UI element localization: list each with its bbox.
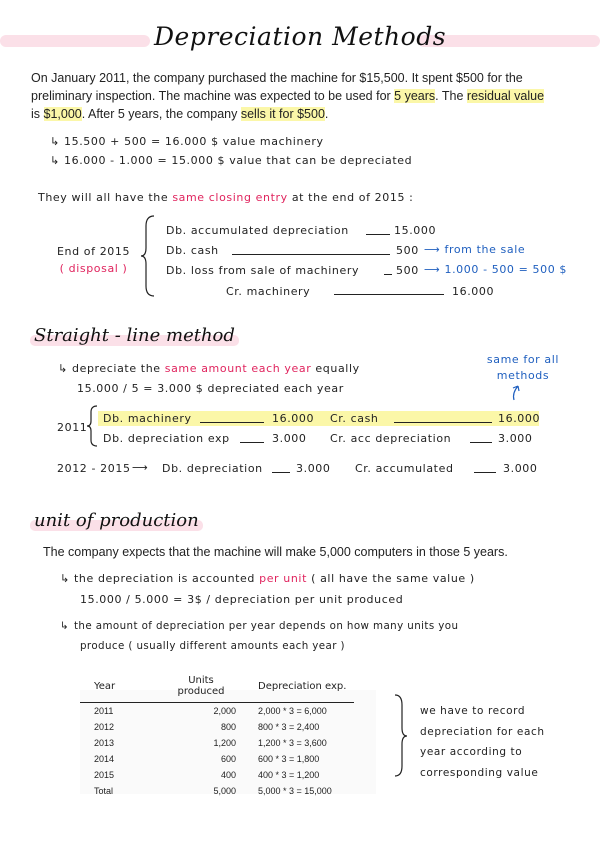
closing-label-2: ( disposal )	[59, 262, 128, 275]
brace-table-note	[394, 694, 408, 778]
uop-bullet-1b: ( all have the same value )	[307, 572, 475, 585]
table-note-line: depreciation for each	[420, 725, 545, 738]
closing-entry-3: Db. loss from sale of machinery	[166, 264, 360, 277]
table-row-total	[80, 783, 354, 799]
row3-debit-line	[272, 472, 290, 473]
row3-debit-value: 3.000	[296, 462, 331, 475]
closing-entry-1-line	[366, 234, 390, 235]
straight-bullet-1-pink: same amount each year	[164, 362, 312, 375]
table-cell-units: 600	[220, 754, 236, 764]
hook-arrow-icon: ↳	[50, 135, 60, 148]
closing-entry-1: Db. accumulated depreciation	[166, 224, 349, 237]
table-row	[80, 719, 354, 735]
row3-credit: Cr. accumulated	[355, 462, 454, 475]
hook-arrow-icon: ↳	[60, 620, 70, 632]
page-title: Depreciation Methods	[153, 22, 447, 51]
calc-line-2-text: 16.000 - 1.000 = 15.000 $ value that can be depreciated	[64, 154, 413, 167]
table-cell-year: 2014	[94, 754, 115, 764]
table-cell-year: Total	[94, 786, 114, 796]
uop-heading-text: unit of production	[34, 510, 199, 531]
calc-line-1-text: 15.500 + 500 = 16.000 $ value machinery	[64, 135, 324, 148]
row3-credit-value: 3.000	[503, 462, 538, 475]
intro-years: 5 years	[394, 89, 436, 103]
row3-credit-line	[474, 472, 496, 473]
table-cell-units: 800	[220, 722, 236, 732]
closing-entry-4: Cr. machinery	[226, 285, 311, 298]
hook-arrow-icon: ↳	[60, 572, 70, 585]
table-cell-year: 2013	[94, 738, 115, 748]
intro-paragraph	[31, 69, 571, 123]
uop-bullet-2-line2: produce ( usually different amounts each year )	[80, 640, 345, 652]
closing-label-1: End of 2015	[57, 245, 131, 258]
table-header-depreciation: Depreciation exp.	[242, 672, 354, 703]
row2-debit-value: 3.000	[272, 432, 307, 445]
table-cell-depreciation: 5,000 * 3 = 15,000	[258, 786, 332, 796]
row1-debit-line	[200, 422, 264, 423]
row1-debit: Db. machinery	[103, 412, 192, 425]
straight-line-heading-text: Straight - line method	[34, 325, 235, 346]
closing-entry-3-line	[384, 274, 392, 275]
straight-bullet-1b: equally	[311, 362, 360, 375]
table-row	[80, 735, 354, 751]
table-cell-depreciation: 1,200 * 3 = 3,600	[258, 738, 327, 748]
closing-entry-3-note-text: 1.000 - 500 = 500 $	[444, 263, 568, 276]
table-cell-depreciation: 2,000 * 3 = 6,000	[258, 706, 327, 716]
calc-line-1	[50, 135, 324, 148]
table-cell-units: 5,000	[213, 786, 236, 796]
table-cell-year: 2011	[94, 706, 114, 716]
table-note-line: corresponding value	[420, 766, 539, 779]
row2-debit-line	[240, 442, 264, 443]
table-cell-depreciation: 800 * 3 = 2,400	[258, 722, 320, 732]
arrow-right-icon: ⟶	[424, 243, 441, 256]
table-cell-units: 2,000	[213, 706, 236, 716]
intro-text-3: is	[31, 107, 44, 121]
uop-bullet-1	[60, 572, 475, 585]
hook-arrow-icon: ↳	[50, 154, 60, 167]
row1-debit-value: 16.000	[272, 412, 315, 425]
row3-debit: Db. depreciation	[162, 462, 263, 475]
closing-entry-2: Db. cash	[166, 244, 219, 257]
straight-bullet-1	[58, 362, 360, 375]
intro-text-4: . After 5 years, the company	[81, 107, 241, 121]
closing-lead-2: at the end of 2015 :	[287, 191, 414, 204]
row1-credit: Cr. cash	[330, 412, 379, 425]
row1-credit-line	[394, 422, 492, 423]
table-row	[80, 703, 354, 720]
intro-text-1: On January 2011, the company purchased the machine for $15,500. It spent $500 for the preliminary inspection. The machine was expected to be used for	[31, 71, 523, 103]
uop-intro: The company expects that the machine will make 5,000 computers in those 5 years.	[43, 545, 508, 559]
table-header-units: Units produced	[160, 672, 242, 703]
brace-closing	[140, 214, 156, 298]
closing-entry-4-value: 16.000	[452, 285, 495, 298]
closing-entry-1-value: 15.000	[394, 224, 437, 237]
table-note-line: we have to record	[420, 705, 526, 717]
row2-debit: Db. depreciation exp	[103, 432, 230, 445]
closing-label	[57, 245, 130, 275]
calc-line-2	[50, 154, 412, 167]
closing-entry-2-note	[424, 243, 525, 256]
straight-bullet-1a: depreciate the	[72, 362, 165, 375]
closing-entry-3-note	[424, 263, 567, 276]
table-cell-depreciation: 600 * 3 = 1,800	[258, 754, 320, 764]
closing-lead-1: They will all have the	[38, 191, 173, 204]
row2-credit: Cr. acc depreciation	[330, 432, 452, 445]
intro-residual: residual value	[466, 89, 545, 103]
uop-bullet-1-pink: per unit	[259, 572, 307, 585]
uop-bullet-1a: the depreciation is accounted	[74, 572, 260, 585]
table-note	[420, 701, 545, 783]
closing-entry-3-value: 500	[396, 264, 419, 277]
closing-entry-2-line	[232, 254, 390, 255]
closing-lead-pink: same closing entry	[172, 191, 288, 204]
arrow-right-icon: ⟶	[132, 461, 149, 474]
table-cell-units: 400	[220, 770, 236, 780]
hook-arrow-icon: ↳	[58, 362, 68, 375]
table-header-year: Year	[80, 672, 160, 703]
table-row	[80, 767, 354, 783]
table-header-row	[80, 672, 354, 703]
uop-heading	[34, 510, 199, 531]
uop-bullet-2-text: the amount of depreciation per year depends on how many units you	[74, 620, 459, 632]
brace-2011	[86, 405, 98, 447]
intro-residual-amount: $1,000	[43, 107, 82, 121]
straight-note: same for all methods	[486, 353, 560, 382]
closing-lead	[38, 191, 413, 204]
uop-bullet-2	[60, 620, 458, 632]
straight-line-2: 15.000 / 5 = 3.000 $ depreciated each year	[77, 382, 344, 395]
units-table	[80, 672, 354, 799]
arrow-right-icon: ⟶	[424, 263, 441, 276]
table-cell-year: 2015	[94, 770, 115, 780]
straight-line-heading	[34, 325, 235, 346]
intro-text-2: . The	[435, 89, 467, 103]
uop-bullet-1-line2: 15.000 / 5.000 = 3$ / depreciation per unit produced	[80, 593, 404, 606]
closing-entry-2-note-text: from the sale	[444, 243, 526, 256]
arrow-up-icon	[510, 383, 524, 401]
table-row	[80, 751, 354, 767]
intro-text-5: .	[324, 107, 329, 121]
intro-sells: sells it for $500	[240, 107, 325, 121]
row1-credit-value: 16.000	[498, 412, 541, 425]
closing-entry-4-line	[334, 294, 444, 295]
table-cell-units: 1,200	[213, 738, 236, 748]
table-cell-year: 2012	[94, 722, 115, 732]
row2-credit-line	[470, 442, 492, 443]
row2-credit-value: 3.000	[498, 432, 533, 445]
year-2011-label: 2011	[57, 421, 88, 434]
table-note-line: year according to	[420, 746, 523, 758]
closing-entry-2-value: 500	[396, 244, 419, 257]
table-cell-depreciation: 400 * 3 = 1,200	[258, 770, 320, 780]
year-range-label: 2012 - 2015	[57, 462, 131, 475]
